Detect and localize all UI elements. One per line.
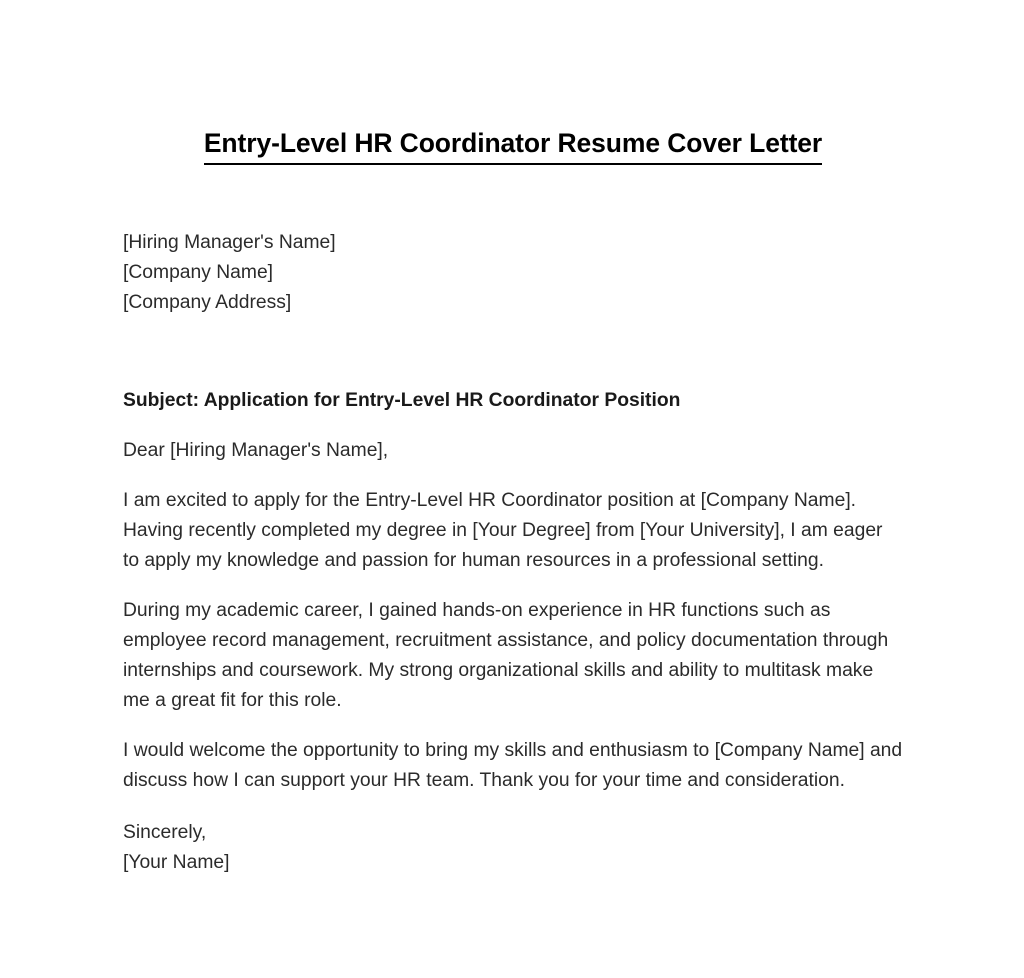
page-title <box>123 0 903 165</box>
closing-valediction: Sincerely, <box>123 821 207 843</box>
recipient-company-address: [Company Address] <box>123 291 292 313</box>
closing-sender-name: [Your Name] <box>123 851 230 873</box>
salutation: Dear [Hiring Manager's Name], <box>123 439 389 461</box>
closing-block <box>123 818 903 878</box>
subject-line: Subject: Application for Entry-Level HR Coordinator Position <box>123 389 681 411</box>
recipient-company-name: [Company Name] <box>123 261 274 283</box>
body-paragraph-1: I am excited to apply for the Entry-Level HR Coordinator position at [Company Name]. Having recently completed my degree in [Your Degree] from [Your University], I am eager to apply my knowledge and passion for human resources in a professional setting. <box>123 489 883 571</box>
body-paragraph-3: I would welcome the opportunity to bring my skills and enthusiasm to [Company Name] and discuss how I can support your HR team. Thank you for your time and consideration. <box>123 739 903 791</box>
body-paragraph-2: During my academic career, I gained hands-on experience in HR functions such as employee record management, recruitment assistance, and policy documentation through internships and coursework. My strong organizational skills and ability to multitask make me a great fit for this role. <box>123 599 889 711</box>
recipient-address-block <box>123 228 903 318</box>
document-body <box>123 0 903 878</box>
page-title-text: Entry-Level HR Coordinator Resume Cover Letter <box>204 128 822 165</box>
recipient-hiring-manager: [Hiring Manager's Name] <box>123 231 336 253</box>
